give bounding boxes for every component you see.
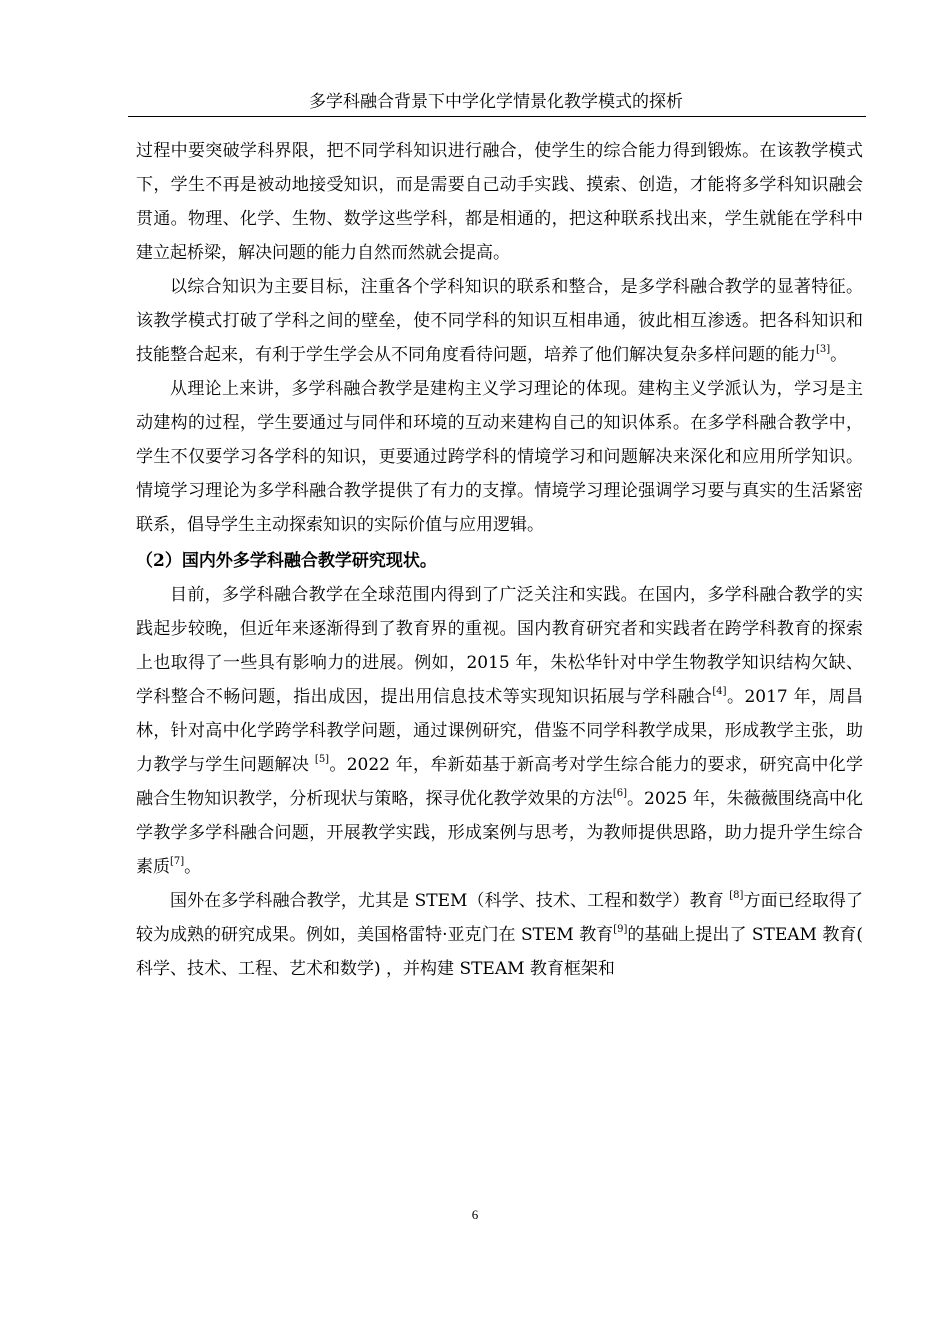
text-run: 方面已经取得了较为成熟的研究成果。例如，美国格雷特·亚克门在 STEM 教育	[136, 891, 863, 945]
paragraph-foreign-research	[136, 884, 863, 986]
paragraph-continuation	[136, 134, 863, 270]
section-heading: （2）国内外多学科融合教学研究现状。	[136, 551, 437, 571]
text-run: 。	[184, 857, 202, 877]
text-run: 。2022 年，牟新茹基于新高考对学生综合能力的要求，研究高中化学融合生物知识教学，分析现状与策略，探寻优化教学效果的方法	[136, 755, 864, 809]
citation-superscript: [4]	[712, 686, 727, 697]
text-run: 国外在多学科融合教学，尤其是 STEM（科学、技术、工程和数学）教育	[170, 891, 730, 911]
text-run: 以综合知识为主要目标，注重各个学科知识的联系和整合，是多学科融合教学的显著特征。该教学模式打破了学科之间的壁垒，使不同学科的知识互相串通，彼此相互渗透。把各科知识和技能整合起来，有利于学生学会从不同角度看待问题，培养了他们解决复杂多样问题的能力	[136, 277, 863, 365]
text-run: 。	[830, 345, 848, 365]
text-run: 。2025 年，朱薇薇围绕高中化学教学多学科融合问题，开展教学实践，形成案例与思考，为教师提供思路，助力提升学生综合素质	[136, 789, 863, 877]
paragraph-features	[136, 270, 863, 372]
header-rule	[128, 116, 866, 117]
paragraph-theory	[136, 372, 863, 542]
text-run: 的基础上提出了 STEAM 教育( 科学、技术、工程、艺术和数学) ，并构建 STEAM 教育框架和	[136, 925, 863, 979]
page-body	[136, 134, 863, 986]
citation-superscript: [3]	[816, 344, 831, 355]
text-run: 从理论上来讲，多学科融合教学是建构主义学习理论的体现。建构主义学派认为，学习是主动建构的过程，学生要通过与同伴和环境的互动来建构自己的知识体系。在多学科融合教学中，学生不仅要学习各学科的知识，更要通过跨学科的情境学习和问题解决来深化和应用所学知识。情境学习理论为多学科融合教学提供了有力的支撑。情境学习理论强调学习要与真实的生活紧密联系，倡导学生主动探索知识的实际价值与应用逻辑。	[136, 379, 863, 535]
citation-superscript: [7]	[170, 856, 185, 867]
paragraph-domestic-research	[136, 578, 863, 884]
citation-superscript: [9]	[613, 924, 628, 935]
citation-superscript: [5]	[314, 754, 330, 765]
running-header: 多学科融合背景下中学化学情景化教学模式的探析	[309, 92, 683, 112]
text-run: 过程中要突破学科界限，把不同学科知识进行融合，使学生的综合能力得到锻炼。在该教学模式下，学生不再是被动地接受知识，而是需要自己动手实践、摸索、创造，才能将多学科知识融会贯通。物理、化学、生物、数学这些学科，都是相通的，把这种联系找出来，学生就能在学科中建立起桥梁，解决问题的能力自然而然就会提高。	[136, 141, 863, 263]
text-run: 。2017 年，周昌林，针对高中化学跨学科教学问题，通过课例研究，借鉴不同学科教学成果，形成教学主张，助力教学与学生问题解决	[136, 687, 864, 775]
page-number: 6	[471, 1207, 479, 1222]
citation-superscript: [6]	[612, 788, 627, 799]
citation-superscript: [8]	[729, 890, 744, 901]
text-run: 目前，多学科融合教学在全球范围内得到了广泛关注和实践。在国内，多学科融合教学的实践起步较晚，但近年来逐渐得到了教育界的重视。国内教育研究者和实践者在跨学科教育的探索上也取得了一些具有影响力的进展。例如，2015 年，朱松华针对中学生物教学知识结构欠缺、学科整合不畅问题，指出成因，提出用信息技术等实现知识拓展与学科融合	[136, 585, 863, 707]
